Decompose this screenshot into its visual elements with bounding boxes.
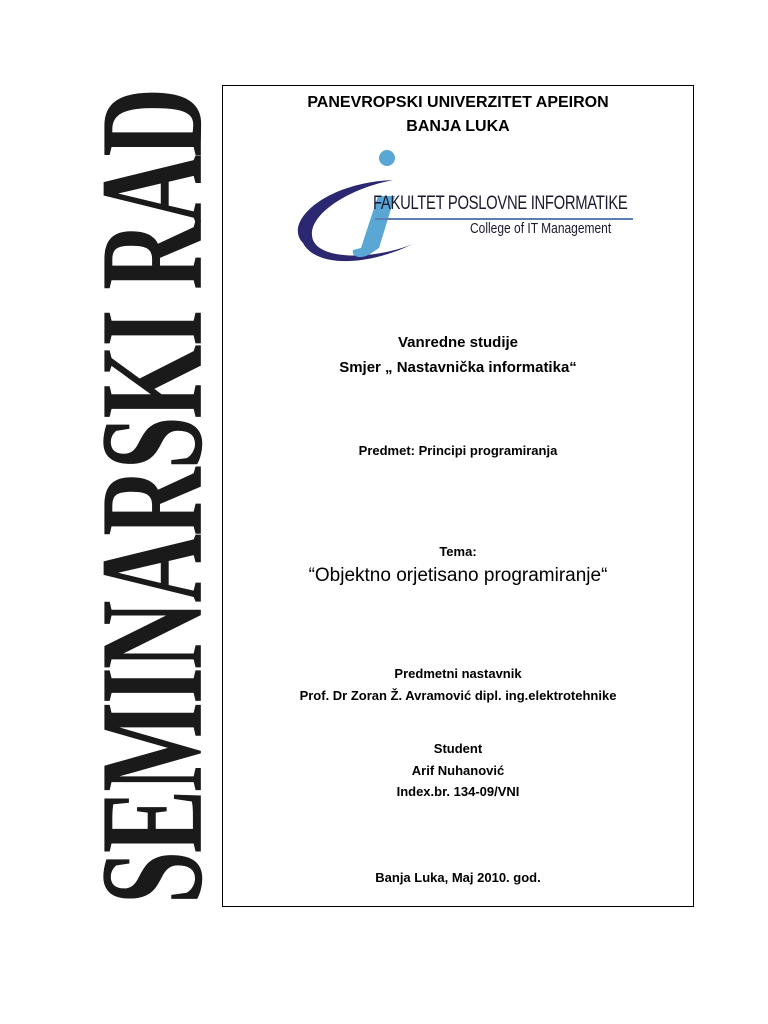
side-title: SEMINARSKI RAD — [69, 90, 234, 904]
university-name: PANEVROPSKI UNIVERZITET APEIRON — [307, 94, 609, 111]
subject-line: Predmet: Principi programiranja — [358, 443, 558, 458]
university-city: BANJA LUKA — [406, 118, 510, 135]
study-type: Vanredne studije — [397, 334, 519, 351]
logo-college-name: College of IT Management — [470, 220, 612, 237]
faculty-logo — [283, 148, 643, 276]
title-page-frame — [222, 85, 694, 907]
side-title-container — [69, 84, 234, 910]
logo-faculty-name: FAKULTET POSLOVNE INFORMATIKE — [373, 193, 628, 214]
student-name: Arif Nuhanović — [411, 763, 505, 778]
teacher-label: Predmetni nastavnik — [394, 666, 522, 681]
study-direction: Smjer „ Nastavnička informatika“ — [339, 359, 577, 376]
topic-title: “Objektno orjetisano programiranje“ — [308, 565, 608, 586]
teacher-name: Prof. Dr Zoran Ž. Avramović dipl. ing.elektrotehnike — [299, 688, 617, 703]
footer-place-date: Banja Luka, Maj 2010. god. — [375, 870, 541, 885]
student-label: Student — [433, 741, 483, 756]
student-index: Index.br. 134-09/VNI — [396, 784, 520, 799]
topic-label: Tema: — [439, 544, 477, 559]
